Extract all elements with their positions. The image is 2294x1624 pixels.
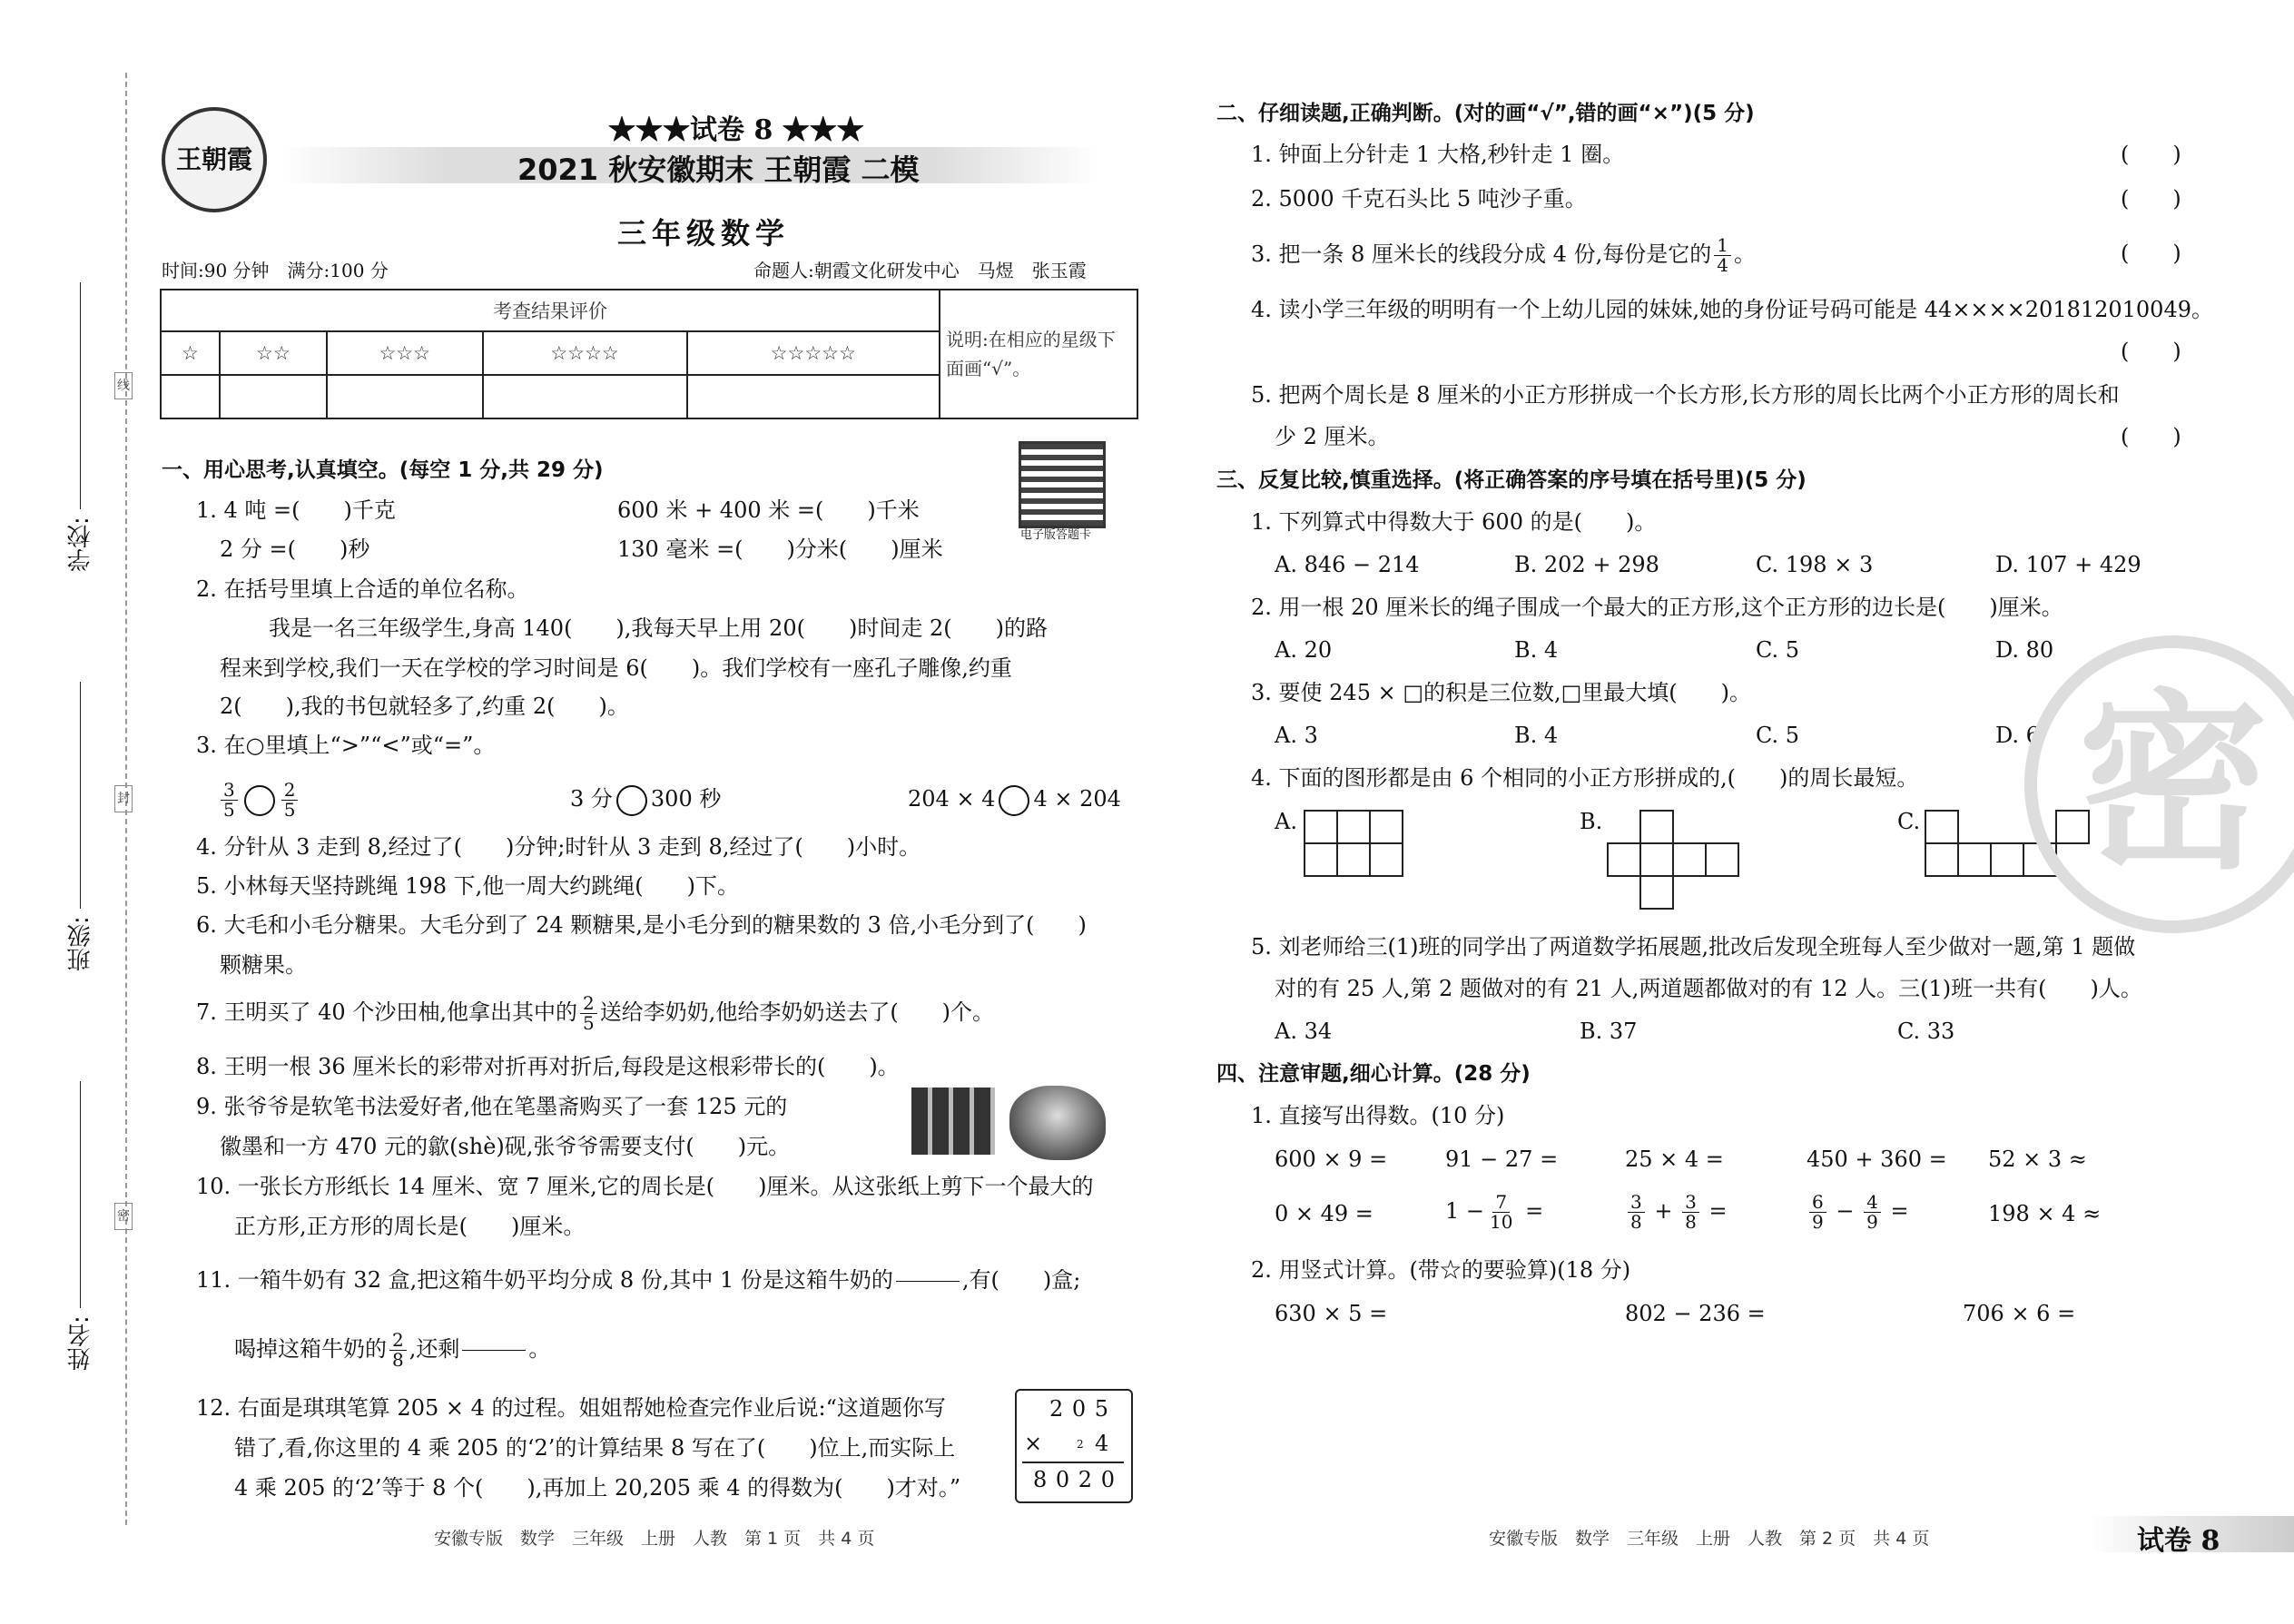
calc-4: 450 + 360 = (1807, 1147, 1947, 1172)
q3-compare-c: 204 × 4 4 × 204 (908, 782, 1121, 816)
eval-note: 说明:在相应的星级下面画“√”。 (940, 290, 1137, 418)
q10-line2: 正方形,正方形的周长是( )厘米。 (234, 1214, 586, 1239)
c-q1: 1. 下列算式中得数大于 600 的是( )。 (1251, 509, 1657, 535)
c-q5-opt-a[interactable]: A. 34 (1275, 1019, 1333, 1044)
q6-line1: 6. 大毛和小毛分糖果。大毛分到了 24 颗糖果,是小毛分到的糖果数的 3 倍,小毛分到了( ) (196, 912, 1087, 938)
calc-5: 52 × 3 ≈ (1988, 1147, 2087, 1172)
section4-title: 四、注意审题,细心计算。(28 分) (1216, 1062, 1531, 1086)
author-line: 命题人:朝霞文化研发中心 马煜 张玉霞 (753, 260, 1087, 281)
q2-line3: 2( ),我的书包就轻多了,约重 2( )。 (220, 694, 629, 719)
q2-line1: 我是一名三年级学生,身高 140( ),我每天早上用 20( )时间走 2( )的路 (269, 615, 1048, 641)
vcalc-1: 630 × 5 = (1275, 1301, 1388, 1326)
star-1: ☆ (161, 331, 220, 375)
c-q1-opt-b[interactable]: B. 202 + 298 (1514, 552, 1659, 577)
c-q5-line2: 对的有 25 人,第 2 题做对的有 21 人,两道题都做对的有 12 人。三(1)班一共有( )人。 (1275, 976, 2142, 1001)
j-q5-line2: 少 2 厘米。 (1275, 424, 1390, 449)
calc-q2: 2. 用竖式计算。(带☆的要验算)(18 分) (1251, 1257, 1631, 1283)
section2-title: 二、仔细读题,正确判断。(对的画“√”,错的画“×”)(5 分) (1216, 102, 1755, 125)
seal-mark-secret: 密 (114, 1203, 133, 1230)
c-q3-opt-c[interactable]: C. 5 (1756, 723, 1800, 748)
q6-line2: 颗糖果。 (220, 952, 307, 978)
eval-cell[interactable] (220, 375, 327, 418)
q10-line1: 10. 一张长方形纸长 14 厘米、宽 7 厘米,它的周长是( )厘米。从这张纸上剪下一个最大的 (196, 1174, 1094, 1199)
q2-line2: 程来到学校,我们一天在学校的学习时间是 6( )。我们学校有一座孔子雕像,约重 (220, 655, 1012, 681)
q12-line1: 12. 右面是琪琪笔算 205 × 4 的过程。姐姐帮她检查完作业后说:“这道题你写 (196, 1395, 946, 1421)
vcalc-3: 706 × 6 = (1963, 1301, 2076, 1326)
compare-circle[interactable] (616, 785, 647, 816)
q4: 4. 分针从 3 走到 8,经过了( )分钟;时针从 3 走到 8,经过了( )小时。 (196, 834, 921, 860)
eval-cell[interactable] (327, 375, 483, 418)
calc-2: 91 − 27 = (1445, 1147, 1559, 1172)
c-q4-opt-c[interactable]: C. (1897, 809, 1921, 834)
class-field: 班级: (64, 663, 97, 971)
c-q2-opt-b[interactable]: B. 4 (1514, 637, 1559, 663)
j-q2: 2. 5000 千克石头比 5 吨沙子重。 (1251, 186, 1587, 212)
name-field: 姓名: (64, 1062, 97, 1371)
time-score: 时间:90 分钟 满分:100 分 (162, 260, 389, 281)
qr-label: 电子版答题卡 (1020, 528, 1092, 542)
eval-cell[interactable] (483, 375, 687, 418)
evaluation-table (160, 289, 1138, 419)
calc-6: 0 × 49 = (1275, 1201, 1373, 1226)
inkstone-image (1009, 1086, 1106, 1160)
calc-3: 25 × 4 = (1625, 1147, 1724, 1172)
q8: 8. 王明一根 36 厘米长的彩带对折再对折后,每段是这根彩带长的( )。 (196, 1054, 900, 1079)
j-q3: 3. 把一条 8 厘米长的线段分成 4 份,每份是它的 $\frac{1}{4}$ 。 (1251, 234, 1756, 276)
q1-part-d: 130 毫米 =( )分米( )厘米 (617, 536, 943, 562)
seal-mark-seal: 封 (114, 785, 133, 812)
c-q3: 3. 要使 245 × □的积是三位数,□里最大填( )。 (1251, 680, 1752, 705)
c-q1-opt-c[interactable]: C. 198 × 3 (1756, 552, 1874, 577)
star-3: ☆☆☆ (327, 331, 483, 375)
c-q1-opt-d[interactable]: D. 107 + 429 (1995, 552, 2141, 577)
eval-cell[interactable] (687, 375, 940, 418)
c-q3-opt-d[interactable]: D. 6 (1995, 723, 2040, 748)
vcalc-2: 802 − 236 = (1625, 1301, 1766, 1326)
j-q4: 4. 读小学三年级的明明有一个上幼儿园的妹妹,她的身份证号码可能是 44××××201812010049。 (1251, 297, 2213, 322)
c-q5-opt-c[interactable]: C. 33 (1897, 1019, 1955, 1044)
c-q3-opt-a[interactable]: A. 3 (1275, 723, 1318, 748)
c-q5-line1: 5. 刘老师给三(1)班的同学出了两道数学拓展题,批改后发现全班每人至少做对一题,第 1 题做 (1251, 934, 2136, 960)
q1-part-c: 2 分 =( )秒 (220, 536, 370, 562)
exam-number: ★★★试卷 8 ★★★ (608, 114, 864, 146)
j-q2-answer[interactable]: ( ) (2121, 186, 2181, 212)
q5: 5. 小林每天坚持跳绳 198 下,他一周大约跳绳( )下。 (196, 873, 739, 899)
j-q5-answer[interactable]: ( ) (2121, 424, 2181, 449)
subject-title: 三年级数学 (617, 216, 791, 251)
ink-sticks-image (911, 1088, 995, 1155)
q1-part-b: 600 米 + 400 米 =( )千米 (617, 497, 920, 523)
star-4: ☆☆☆☆ (483, 331, 687, 375)
q1-part-a: 1. 4 吨 =( )千克 (196, 497, 396, 523)
q3-compare-a: $\frac{3}{5}$ $\frac{2}{5}$ (218, 772, 300, 826)
school-field: 学校: (64, 263, 97, 572)
c-q4: 4. 下面的图形都是由 6 个相同的小正方形拼成的,( )的周长最短。 (1251, 765, 1919, 791)
star-5: ☆☆☆☆☆ (687, 331, 940, 375)
j-q1-answer[interactable]: ( ) (2121, 142, 2181, 167)
seal-mark-line: 线 (114, 372, 133, 399)
c-q1-opt-a[interactable]: A. 846 − 214 (1275, 552, 1420, 577)
q3-prompt: 3. 在○里填上“>”“<”或“=”。 (196, 733, 496, 758)
qr-code-icon[interactable] (1019, 441, 1106, 528)
q12-line2: 错了,看,你这里的 4 乘 205 的‘2’的计算结果 8 写在了( )位上,而实际上 (234, 1435, 956, 1461)
section3-title: 三、反复比较,慎重选择。(将正确答案的序号填在括号里)(5 分) (1216, 468, 1807, 492)
c-q2-opt-a[interactable]: A. 20 (1275, 637, 1333, 663)
c-q2-opt-d[interactable]: D. 80 (1995, 637, 2054, 663)
c-q4-opt-b[interactable]: B. (1580, 809, 1603, 834)
eval-cell[interactable] (161, 375, 220, 418)
q2-prompt: 2. 在括号里填上合适的单位名称。 (196, 576, 529, 602)
q9-line2: 徽墨和一方 470 元的歙(shè)砚,张爷爷需要支付( )元。 (220, 1134, 791, 1159)
j-q1: 1. 钟面上分针走 1 大格,秒针走 1 圈。 (1251, 142, 1625, 167)
calc-q1: 1. 直接写出得数。(10 分) (1251, 1103, 1505, 1128)
eval-title: 考查结果评价 (161, 290, 940, 331)
section1-title: 一、用心思考,认真填空。(每空 1 分,共 29 分) (162, 458, 604, 482)
q3-compare-b: 3 分 300 秒 (570, 782, 721, 816)
calc-8: $\frac{3}{8}$ + $\frac{3}{8}$ = (1625, 1186, 1728, 1236)
calc-9: $\frac{6}{9}$ − $\frac{4}{9}$ = (1807, 1186, 1909, 1236)
c-q2: 2. 用一根 20 厘米长的绳子围成一个最大的正方形,这个正方形的边长是( )厘米。 (1251, 595, 2063, 620)
brand-logo: 王朝霞 (162, 107, 267, 212)
exam-banner: 2021 秋安徽期末 王朝霞 二模 (517, 153, 920, 187)
exam-number-tag: 试卷 8 (2137, 1525, 2220, 1557)
q12-line3: 4 乘 205 的‘2’等于 8 个( ),再加上 20,205 乘 4 的得数为( )才对。” (234, 1475, 961, 1501)
c-q4-opt-a[interactable]: A. (1275, 809, 1297, 834)
j-q3-answer[interactable]: ( ) (2121, 241, 2181, 266)
star-2: ☆☆ (220, 331, 327, 375)
vertical-calc-box: 2 0 5 × 2 4 8 0 2 0 (1015, 1389, 1133, 1503)
footer-right: 安徽专版 数学 三年级 上册 人教 第 2 页 共 4 页 (1489, 1529, 1930, 1549)
calc-1: 600 × 9 = (1275, 1147, 1388, 1172)
c-q2-opt-c[interactable]: C. 5 (1756, 637, 1800, 663)
secret-seal-watermark: 密 (2024, 635, 2294, 933)
j-q4-answer[interactable]: ( ) (2121, 339, 2181, 364)
q7: 7. 王明买了 40 个沙田柚,他拿出其中的 $\frac{2}{5}$ 送给李奶奶,他给李奶奶送去了( )个。 (196, 992, 995, 1034)
compare-circle[interactable] (999, 785, 1029, 816)
j-q5-line1: 5. 把两个周长是 8 厘米的小正方形拼成一个长方形,长方形的周长比两个小正方形的周长和 (1251, 382, 2120, 408)
calc-7: 1 − $\frac{7}{10}$ = (1445, 1191, 1544, 1233)
footer-left: 安徽专版 数学 三年级 上册 人教 第 1 页 共 4 页 (434, 1529, 875, 1549)
c-q5-opt-b[interactable]: B. 37 (1580, 1019, 1638, 1044)
compare-circle[interactable] (244, 785, 275, 816)
q11-line1: 11. 一箱牛奶有 32 盒,把这箱牛奶平均分成 8 份,其中 1 份是这箱牛奶的 ,有( )盒; (196, 1255, 1080, 1305)
calc-10: 198 × 4 ≈ (1988, 1201, 2102, 1226)
q11-line2: 喝掉这箱牛奶的 $\frac{2}{8}$ ,还剩 。 (234, 1329, 551, 1371)
q9-line1: 9. 张爷爷是软笔书法爱好者,他在笔墨斋购买了一套 125 元的 (196, 1094, 788, 1119)
c-q3-opt-b[interactable]: B. 4 (1514, 723, 1559, 748)
